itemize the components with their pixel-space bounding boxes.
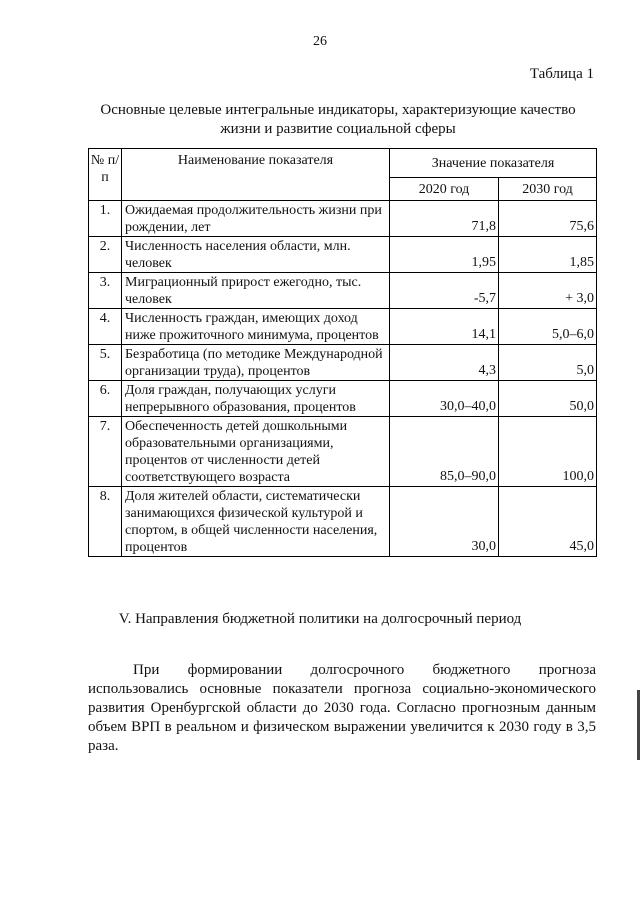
table-row bbox=[89, 201, 597, 237]
row-number: 4. bbox=[89, 309, 122, 345]
value-2030: 5,0 bbox=[499, 345, 597, 381]
value-2020: 4,3 bbox=[390, 345, 499, 381]
header-indicator-name: Наименование показателя bbox=[122, 149, 390, 201]
row-number: 1. bbox=[89, 201, 122, 237]
row-number: 7. bbox=[89, 417, 122, 487]
value-2030: 1,85 bbox=[499, 237, 597, 273]
table-header bbox=[89, 149, 597, 201]
value-2030: 100,0 bbox=[499, 417, 597, 487]
table-label: Таблица 1 bbox=[529, 66, 594, 82]
indicator-name: Обеспеченность детей дошкольными образовательными организациями, процентов от численности детей соответствующего возраста bbox=[122, 417, 390, 487]
row-number: 8. bbox=[89, 487, 122, 557]
indicator-name: Безработица (по методике Международной организации труда), процентов bbox=[122, 345, 390, 381]
value-2020: 1,95 bbox=[390, 237, 499, 273]
row-number: 3. bbox=[89, 273, 122, 309]
value-2020: 85,0–90,0 bbox=[390, 417, 499, 487]
indicator-name: Численность граждан, имеющих доход ниже прожиточного минимума, процентов bbox=[122, 309, 390, 345]
indicator-name: Доля граждан, получающих услуги непрерывного образования, процентов bbox=[122, 381, 390, 417]
row-number: 6. bbox=[89, 381, 122, 417]
indicator-name: Численность населения области, млн. человек bbox=[122, 237, 390, 273]
header-year-2020: 2020 год bbox=[390, 178, 499, 201]
value-2030: 5,0–6,0 bbox=[499, 309, 597, 345]
value-2020: 71,8 bbox=[390, 201, 499, 237]
value-2030: + 3,0 bbox=[499, 273, 597, 309]
table-title: Основные целевые интегральные индикаторы, характеризующие качество жизни и развитие социальной сферы bbox=[100, 102, 576, 137]
value-2020: 30,0 bbox=[390, 487, 499, 557]
page-number: 26 bbox=[313, 34, 327, 49]
value-2030: 45,0 bbox=[499, 487, 597, 557]
value-2030: 75,6 bbox=[499, 201, 597, 237]
table-row bbox=[89, 273, 597, 309]
row-number: 5. bbox=[89, 345, 122, 381]
value-2020: 30,0–40,0 bbox=[390, 381, 499, 417]
table-row bbox=[89, 381, 597, 417]
table-row bbox=[89, 309, 597, 345]
value-2020: -5,7 bbox=[390, 273, 499, 309]
table-row bbox=[89, 487, 597, 557]
indicator-name: Миграционный прирост ежегодно, тыс. человек bbox=[122, 273, 390, 309]
indicators-table bbox=[88, 148, 597, 557]
indicator-name: Ожидаемая продолжительность жизни при рождении, лет bbox=[122, 201, 390, 237]
table-body bbox=[89, 201, 597, 557]
header-year-2030: 2030 год bbox=[499, 178, 597, 201]
table-row bbox=[89, 345, 597, 381]
indicator-name: Доля жителей области, систематически занимающихся физической культурой и спортом, в общей численности населения, процентов bbox=[122, 487, 390, 557]
header-value: Значение показателя bbox=[390, 149, 597, 178]
table-row bbox=[89, 417, 597, 487]
value-2030: 50,0 bbox=[499, 381, 597, 417]
value-2020: 14,1 bbox=[390, 309, 499, 345]
header-number: № п/п bbox=[89, 149, 122, 201]
row-number: 2. bbox=[89, 237, 122, 273]
section-heading: V. Направления бюджетной политики на долгосрочный период bbox=[118, 611, 522, 627]
table-row bbox=[89, 237, 597, 273]
body-paragraph: При формировании долгосрочного бюджетного прогноза использовались основные показатели прогноза социально-экономического развития Оренбургской области до 2030 года. Согласно прогнозным данным объем ВРП в реальном и физическом выражении увеличится к 2030 году в 3,5 раза. bbox=[88, 662, 596, 754]
